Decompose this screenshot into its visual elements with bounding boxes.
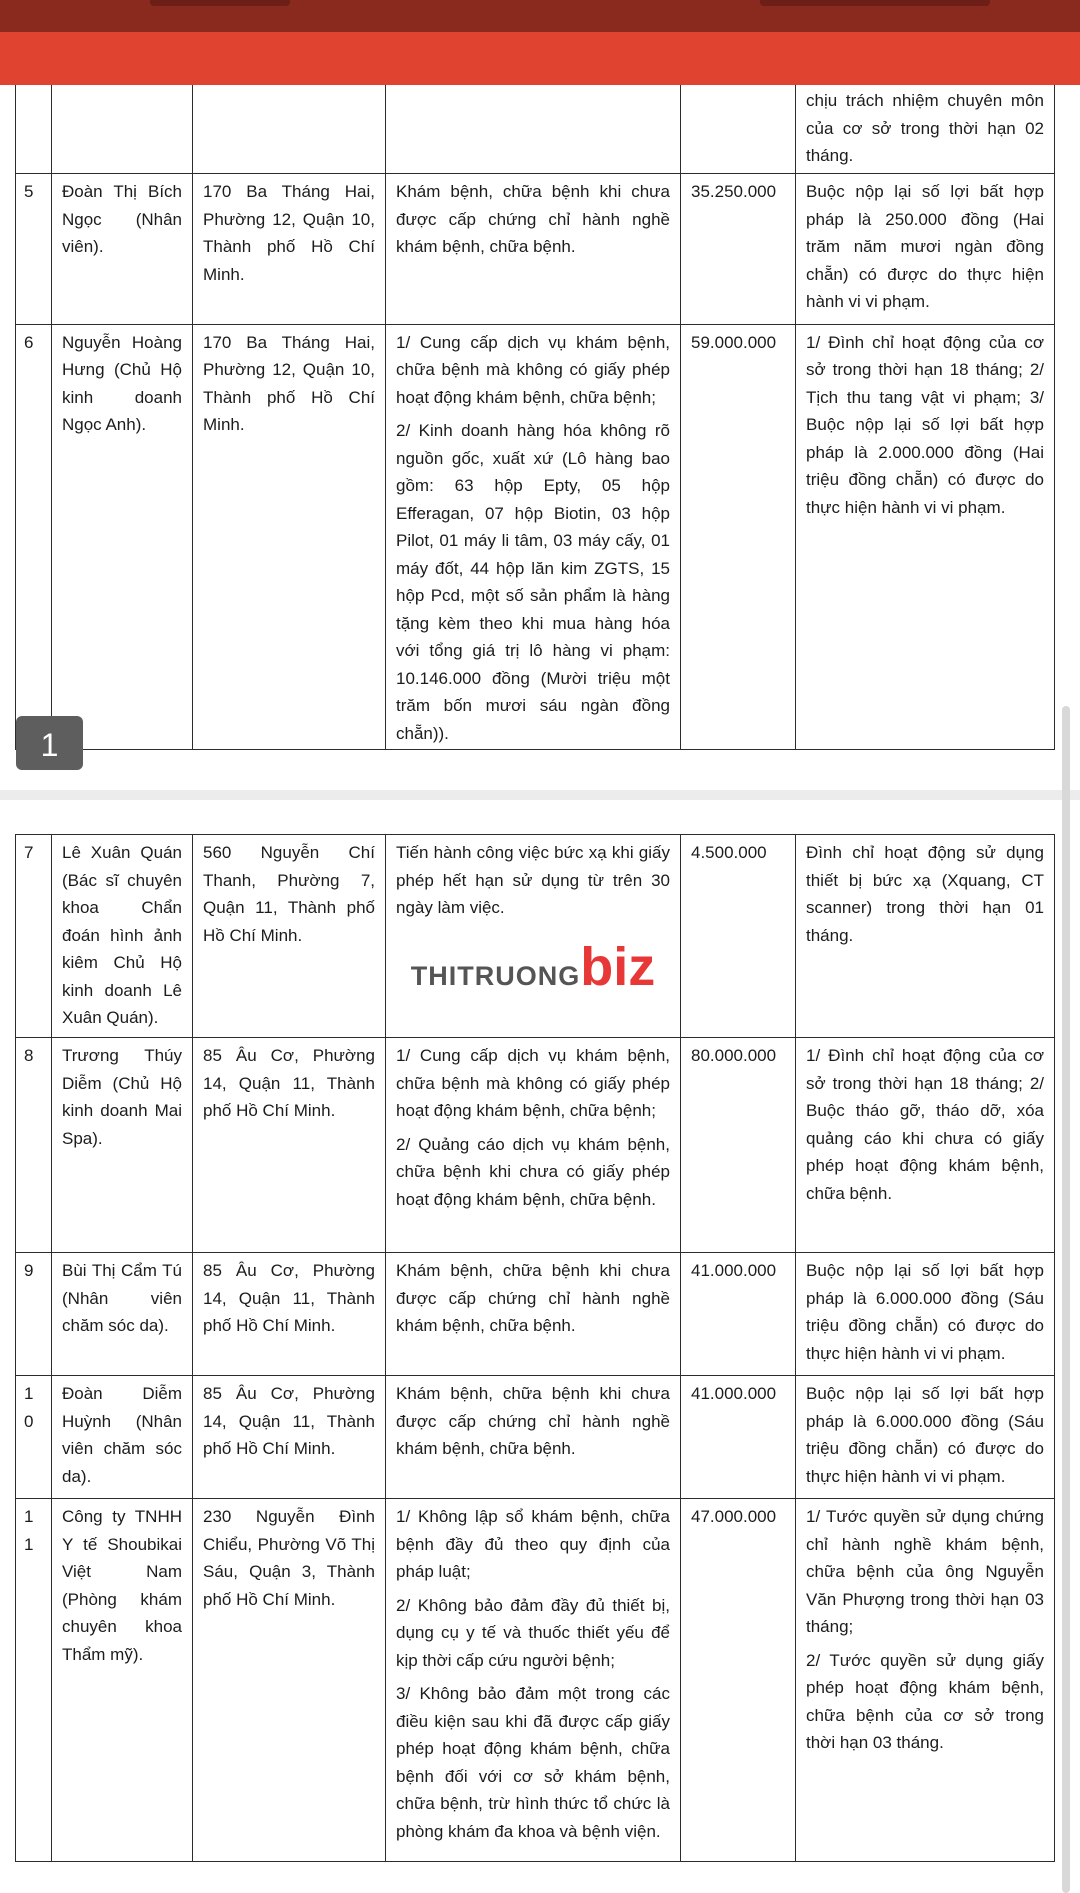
sanction-table-page-2 <box>15 834 1055 1862</box>
cell-address: 170 Ba Tháng Hai, Phường 12, Quận 10, Thành phố Hồ Chí Minh. <box>193 324 386 750</box>
cell-fine: 59.000.000 <box>681 324 796 750</box>
table-row <box>16 835 1055 1038</box>
cell-address: 170 Ba Tháng Hai, Phường 12, Quận 10, Thành phố Hồ Chí Minh. <box>193 174 386 325</box>
cell-remedy: chịu trách nhiệm chuyên môn của cơ sở trong thời hạn 02 tháng. <box>796 63 1055 174</box>
sanction-table-page-1 <box>15 62 1055 750</box>
app-header-bar <box>0 0 1080 85</box>
cell-remedy: 1/ Đình chỉ hoạt động của cơ sở trong thời hạn 18 tháng; 2/ Buộc tháo gỡ, tháo dỡ, xóa quảng cáo khi chưa có giấy phép hoạt động khám bệnh, chữa bệnh. <box>796 1038 1055 1253</box>
cell-address: 85 Âu Cơ, Phường 14, Quận 11, Thành phố Hồ Chí Minh. <box>193 1038 386 1253</box>
table-row <box>16 174 1055 325</box>
cell-name: Trương Thúy Diễm (Chủ Hộ kinh doanh Mai Spa). <box>52 1038 193 1253</box>
cell-fine: 41.000.000 <box>681 1253 796 1376</box>
cell-no: 7 <box>16 835 52 1038</box>
cell-remedy: Buộc nộp lại số lợi bất hợp pháp là 6.000.000 đồng (Sáu triệu đồng chẵn) có được do thực hiện hành vi vi phạm. <box>796 1253 1055 1376</box>
table-row <box>16 1499 1055 1862</box>
cell-no: 8 <box>16 1038 52 1253</box>
page-separator <box>0 790 1080 800</box>
watermark-logo <box>396 936 670 997</box>
cell-violation: Khám bệnh, chữa bệnh khi chưa được cấp chứng chỉ hành nghề khám bệnh, chữa bệnh. <box>386 174 681 325</box>
cell-name: Đoàn Diễm Huỳnh (Nhân viên chăm sóc da). <box>52 1376 193 1499</box>
cell-violation: 1/ Cung cấp dịch vụ khám bệnh, chữa bệnh mà không có giấy phép hoạt động khám bệnh, chữa bệnh; 2/ Kinh doanh hàng hóa không rõ nguồn gốc, xuất xứ (Lô hàng bao gồm: 63 hộp Epty, 05 hộp Efferagan, 07 hộp Biotin, 03 hộp Pilot, 01 máy li tâm, 03 máy cấy, 01 máy đốt, 44 hộp lăn kim ZGTS, 15 hộp Pcd, một số sản phẩm là hàng tặng kèm theo khi mua hàng hóa với tổng giá trị lô hàng vi phạm: 10.146.000 đồng (Mười triệu một trăm bốn mươi sáu ngàn đồng chẵn)). <box>386 324 681 750</box>
cell-no: 9 <box>16 1253 52 1376</box>
table-row <box>16 1253 1055 1376</box>
cell-violation: 1/ Không lập sổ khám bệnh, chữa bệnh đầy đủ theo quy định của pháp luật; 2/ Không bảo đảm đầy đủ thiết bị, dụng cụ y tế và thuốc thiết yếu để kịp thời cấp cứu người bệnh; 3/ Không bảo đảm một trong các điều kiện sau khi đã được cấp giấy phép hoạt động khám bệnh, chữa bệnh đối với cơ sở khám bệnh, chữa bệnh, trừ hình thức tổ chức là phòng khám đa khoa và bệnh viện. <box>386 1499 681 1862</box>
cell-no: 10 <box>16 1376 52 1499</box>
page-break <box>0 778 1080 834</box>
cell-no: 6 <box>16 324 52 750</box>
watermark-mark: biz <box>580 936 656 997</box>
cell-address: 85 Âu Cơ, Phường 14, Quận 11, Thành phố Hồ Chí Minh. <box>193 1376 386 1499</box>
cell-remedy: Đình chỉ hoạt động sử dụng thiết bị bức xạ (Xquang, CT scanner) trong thời hạn 01 tháng. <box>796 835 1055 1038</box>
cell-name: Công ty TNHH Y tế Shoubikai Việt Nam (Phòng khám chuyên khoa Thẩm mỹ). <box>52 1499 193 1862</box>
cell-fine: 80.000.000 <box>681 1038 796 1253</box>
cell-fine: 4.500.000 <box>681 835 796 1038</box>
table-row <box>16 324 1055 750</box>
cell-name: Nguyễn Hoàng Hưng (Chủ Hộ kinh doanh Ngọc Anh). <box>52 324 193 750</box>
watermark-text: THITRUONG <box>410 960 581 991</box>
cell-name: Bùi Thị Cẩm Tú (Nhân viên chăm sóc da). <box>52 1253 193 1376</box>
cell-no: 11 <box>16 1499 52 1862</box>
cell-remedy: Buộc nộp lại số lợi bất hợp pháp là 250.000 đồng (Hai trăm năm mươi ngàn đồng chẵn) có được do thực hiện hành vi vi phạm. <box>796 174 1055 325</box>
cell-remedy: 1/ Tước quyền sử dụng chứng chỉ hành nghề khám bệnh, chữa bệnh của ông Nguyễn Văn Phượng trong thời hạn 03 tháng; 2/ Tước quyền sử dụng giấy phép hoạt động khám bệnh, chữa bệnh của cơ sở trong thời hạn 03 tháng. <box>796 1499 1055 1862</box>
cell-violation: Khám bệnh, chữa bệnh khi chưa được cấp chứng chỉ hành nghề khám bệnh, chữa bệnh. <box>386 1376 681 1499</box>
cell-violation: Khám bệnh, chữa bệnh khi chưa được cấp chứng chỉ hành nghề khám bệnh, chữa bệnh. <box>386 1253 681 1376</box>
page-number-badge[interactable]: 1 <box>16 716 83 770</box>
cell-fine: 35.250.000 <box>681 174 796 325</box>
header-red-band <box>0 32 1080 85</box>
cell-name: Đoàn Thị Bích Ngọc (Nhân viên). <box>52 174 193 325</box>
table-row <box>16 1376 1055 1499</box>
table-row <box>16 1038 1055 1253</box>
cell-address: 85 Âu Cơ, Phường 14, Quận 11, Thành phố Hồ Chí Minh. <box>193 1253 386 1376</box>
cell-fine: 41.000.000 <box>681 1376 796 1499</box>
cell-remedy: Buộc nộp lại số lợi bất hợp pháp là 6.000.000 đồng (Sáu triệu đồng chẵn) có được do thực hiện hành vi vi phạm. <box>796 1376 1055 1499</box>
cell-violation: 1/ Cung cấp dịch vụ khám bệnh, chữa bệnh mà không có giấy phép hoạt động khám bệnh, chữa bệnh; 2/ Quảng cáo dịch vụ khám bệnh, chữa bệnh khi chưa có giấy phép hoạt động khám bệnh, chữa bệnh. <box>386 1038 681 1253</box>
header-cutoff-graphic <box>150 0 290 6</box>
cell-address: 230 Nguyễn Đình Chiểu, Phường Võ Thị Sáu, Quận 3, Thành phố Hồ Chí Minh. <box>193 1499 386 1862</box>
header-cutoff-graphic <box>760 0 990 6</box>
cell-fine: 47.000.000 <box>681 1499 796 1862</box>
cell-violation: Tiến hành công việc bức xạ khi giấy phép hết hạn sử dụng từ trên 30 ngày làm việc. THITRUONGbiz <box>386 835 681 1038</box>
cell-no: 5 <box>16 174 52 325</box>
cell-name: Lê Xuân Quán (Bác sĩ chuyên khoa Chẩn đoán hình ảnh kiêm Chủ Hộ kinh doanh Lê Xuân Quán). <box>52 835 193 1038</box>
cell-address: 560 Nguyễn Chí Thanh, Phường 7, Quận 11, Thành phố Hồ Chí Minh. <box>193 835 386 1038</box>
cell-remedy: 1/ Đình chỉ hoạt động của cơ sở trong thời hạn 18 tháng; 2/ Tịch thu tang vật vi phạm; 3/ Buộc nộp lại số lợi bất hợp pháp là 2.000.000 đồng (Hai triệu đồng chẵn) có được do thực hiện hành vi vi phạm. <box>796 324 1055 750</box>
scrollbar[interactable] <box>1062 706 1070 1893</box>
